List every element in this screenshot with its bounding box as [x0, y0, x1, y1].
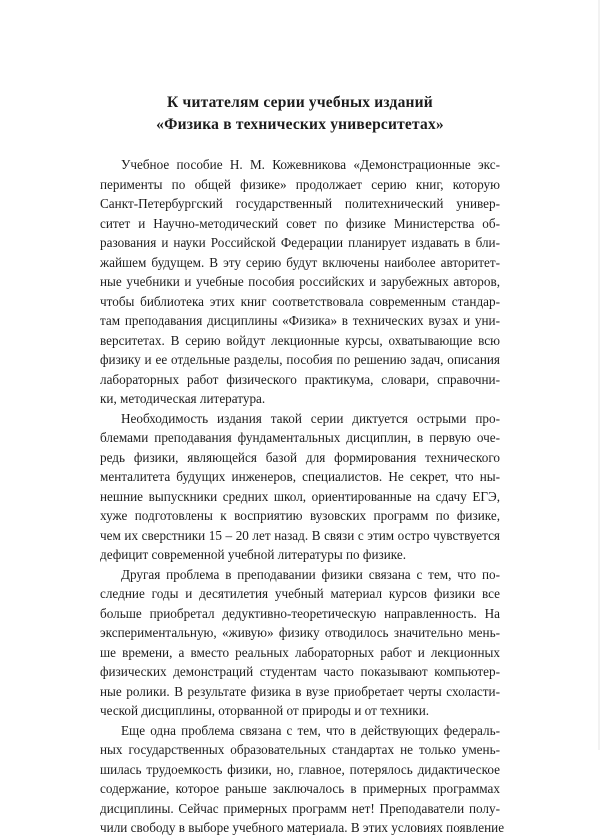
text-line: там преподавания дисциплины «Физика» в технических вузах и уни- — [100, 313, 500, 328]
text-line: жайшем будущем. В эту серию будут включены наиболее авторитет- — [100, 254, 500, 270]
text-line: физических демонстраций студентам часто показывают компьютер- — [100, 664, 500, 679]
text-line: ки, методическая литература. — [100, 391, 266, 406]
text-line: физику и ее отдельные разделы, пособия по решению задач, описания — [100, 352, 500, 367]
text-line: содержание, которое раньше заключалось в примерных программах — [100, 781, 500, 796]
text-line: хуже подготовлены к восприятию вузовских программ по физике, — [100, 508, 500, 523]
text-line: ситет и Научно-методический совет по физике Министерства об- — [100, 215, 500, 231]
heading-line-2: «Физика в технических университетах» — [156, 116, 444, 133]
text-line: перименты по общей физике» продолжает серию книг, которую — [100, 176, 500, 192]
text-line: следние годы и десятилетия учебный материал курсов физики все — [100, 586, 500, 601]
text-line: чтобы библиотека этих книг соответствовала современным стандар- — [100, 293, 500, 309]
text-line: ные ролики. В результате физика в вузе приобретает черты схоласти- — [100, 683, 500, 699]
text-line: дефицит современной учебной литературы по физике. — [100, 547, 407, 562]
body-text — [100, 155, 505, 838]
text-line: шилась трудоемкость физики, но, главное, потерялось дидактическое — [100, 761, 500, 777]
text-line: экспериментальную, «живую» физику отводилось значительно мень- — [100, 625, 500, 640]
text-line: Санкт-Петербургский государственный политехнический универ- — [100, 196, 500, 211]
text-line: ных государственных образовательных стандартах не только умень- — [100, 742, 500, 757]
text-line: ше времени, а вместо реальных лабораторных работ и лекционных — [100, 644, 500, 660]
text-line: менталитета будущих инженеров, специалистов. Не секрет, что ны- — [100, 469, 500, 484]
text-line: нешние выпускники средних школ, ориентированные на сдачу ЕГЭ, — [100, 488, 500, 504]
text-line: блемами преподавания фундаментальных дисциплин, в первую оче- — [100, 430, 500, 445]
text-line: ные учебники и учебные пособия российских и зарубежных авторов, — [100, 274, 500, 289]
heading-line-1: К читателям серии учебных изданий — [167, 94, 433, 111]
text-line: дисциплины. Сейчас примерных программ нет! Преподаватели полу- — [100, 800, 500, 816]
text-line: ческой дисциплины, оторванной от природы и от техники. — [100, 703, 430, 718]
text-line: Необходимость издания такой серии диктуется острыми про- — [121, 410, 500, 426]
text-line: Еще одна проблема связана с тем, что в действующих федераль- — [121, 722, 500, 738]
text-line: Другая проблема в преподавании физики связана с тем, что по- — [121, 566, 500, 582]
text-line: лабораторных работ физического практикума, словари, справочни- — [100, 371, 500, 387]
text-line: верситетах. В серию войдут лекционные курсы, охватывающие всю — [100, 332, 500, 348]
text-line: чем их сверстники 15 – 20 лет назад. В связи с этим остро чувствуется — [100, 527, 500, 543]
text-line: больше приобретал дедуктивно-теоретическую направленность. На — [100, 605, 500, 621]
text-line: редь физики, являющейся базой для формирования технического — [100, 449, 500, 465]
text-line: чили свободу в выборе учебного материала. В этих условиях появление — [100, 820, 505, 835]
text-line: Учебное пособие Н. М. Кожевникова «Демонстрационные экс- — [121, 157, 500, 172]
text-line: разования и науки Российской Федерации планирует издавать в бли- — [100, 235, 500, 250]
